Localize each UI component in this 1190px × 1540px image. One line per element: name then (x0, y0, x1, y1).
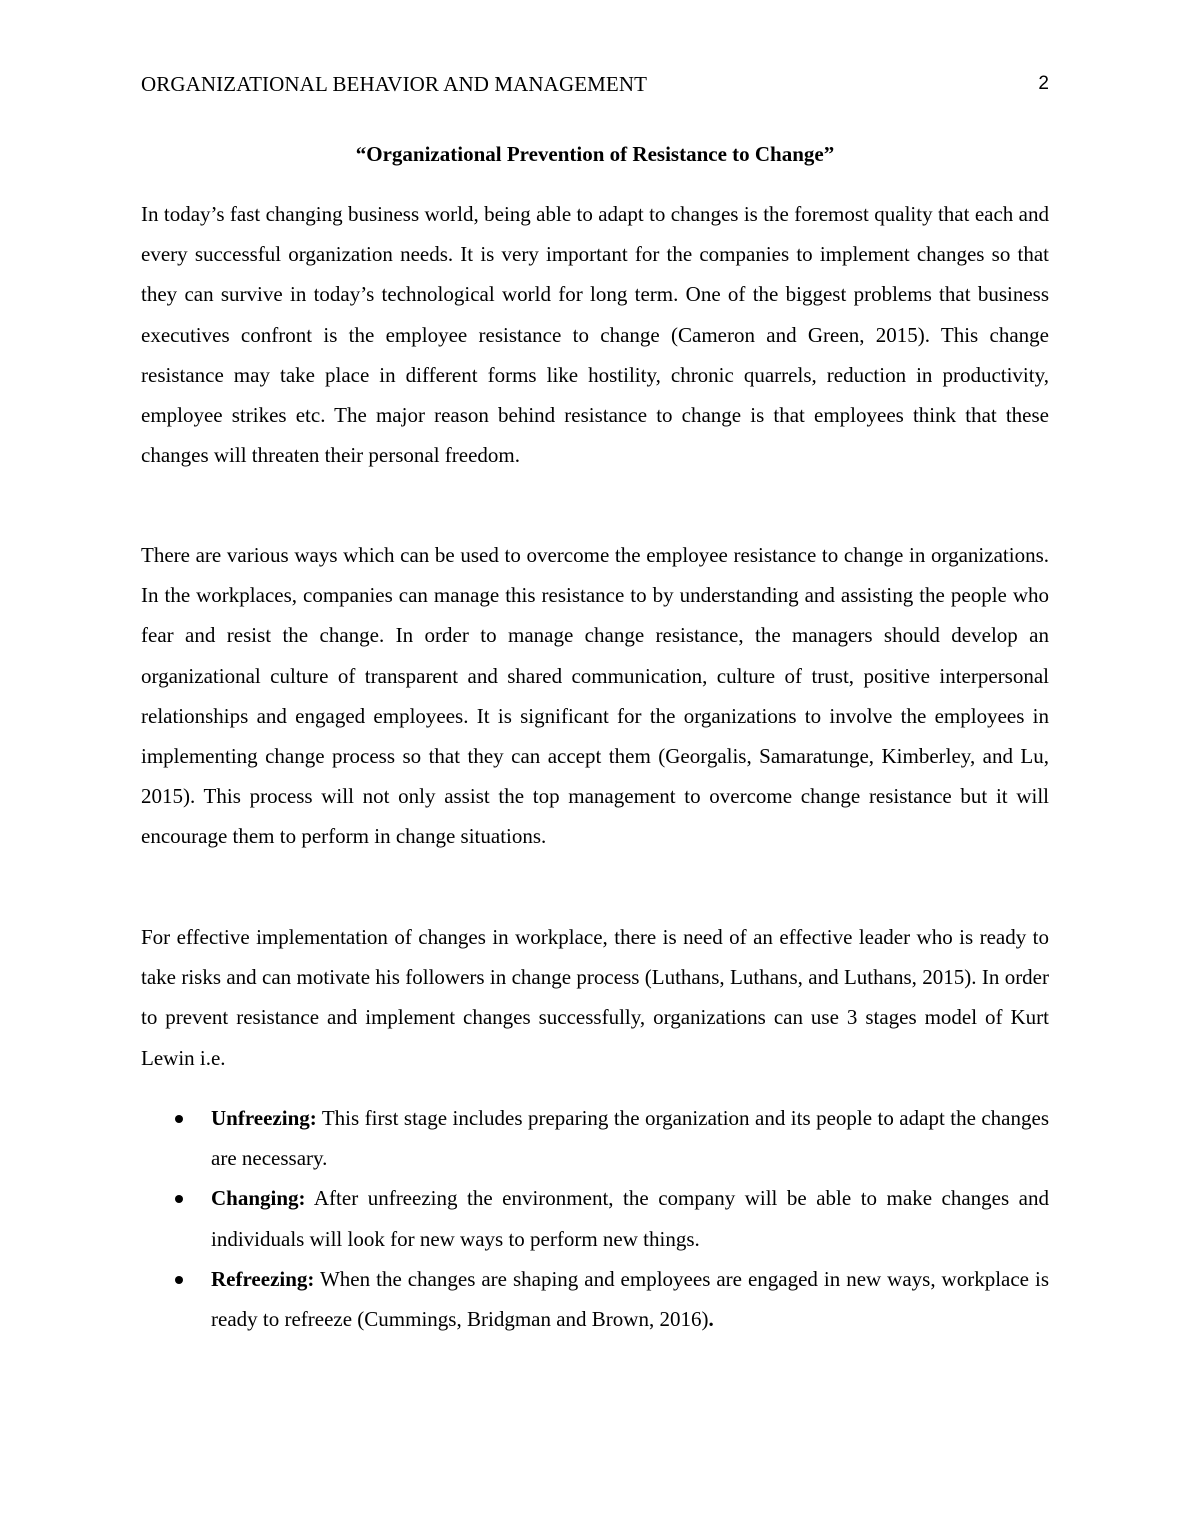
stage-description: When the changes are shaping and employees are engaged in new ways, workplace is ready to refreeze (Cummings, Bridgman and Brown, 2016) (211, 1266, 1049, 1332)
stage-term: Unfreezing: (211, 1106, 317, 1130)
stage-term: Refreezing: (211, 1266, 315, 1291)
bullet-icon (175, 1195, 183, 1203)
paragraph-leadership: For effective implementation of changes in workplace, there is need of an effective leader who is ready to take risks and can motivate his followers in change process (Luthans, Luthans, and Luthans, 2015). In order to prevent resistance and implement changes successfully, organizations can use 3 stages model of Kurt Lewin i.e. (141, 925, 1049, 1070)
bullet-icon (175, 1276, 183, 1284)
paragraph-overcoming-resistance: There are various ways which can be used to overcome the employee resistance to change in organizations. In the workplaces, companies can manage this resistance to by understanding and assisting the people who fear and resist the change. In order to manage change resistance, the managers should develop an organizational culture of transparent and shared communication, culture of trust, positive interpersonal relationships and engaged employees. It is significant for the organizations to involve the employees in implementing change process so that they can accept them (Georgalis, Samaratunge, Kimberley, and Lu, 2015). This process will not only assist the top management to overcome change resistance but it will encourage them to perform in change situations. (141, 543, 1049, 849)
bullet-icon (175, 1115, 183, 1123)
stage-end-mark: . (708, 1307, 714, 1332)
document-title: “Organizational Prevention of Resistance to Change” (355, 142, 835, 166)
paragraph-introduction: In today’s fast changing business world, being able to adapt to changes is the foremost quality that each and every successful organization needs. It is very important for the companies to implement changes so that they can survive in today’s technological world for long term. One of the biggest problems that business executives confront is the employee resistance to change (Cameron and Green, 2015). This change resistance may take place in different forms like hostility, chronic quarrels, reduction in productivity, employee strikes etc. The major reason behind resistance to change is that employees think that these changes will threaten their personal freedom. (141, 202, 1049, 468)
list-item-changing (141, 1178, 1049, 1258)
running-head (141, 71, 1049, 97)
lewin-stages-list (141, 1098, 1049, 1339)
list-item-unfreezing (141, 1098, 1049, 1178)
list-item-refreezing (141, 1259, 1049, 1339)
page-number: 2 (1038, 73, 1049, 94)
stage-description: After unfreezing the environment, the company will be able to make changes and individuals will look for new ways to perform new things. (211, 1186, 1049, 1251)
stage-description: This first stage includes preparing the organization and its people to adapt the changes are necessary. (211, 1106, 1049, 1171)
running-head-title: ORGANIZATIONAL BEHAVIOR AND MANAGEMENT (141, 72, 648, 96)
stage-term: Changing: (211, 1186, 306, 1211)
